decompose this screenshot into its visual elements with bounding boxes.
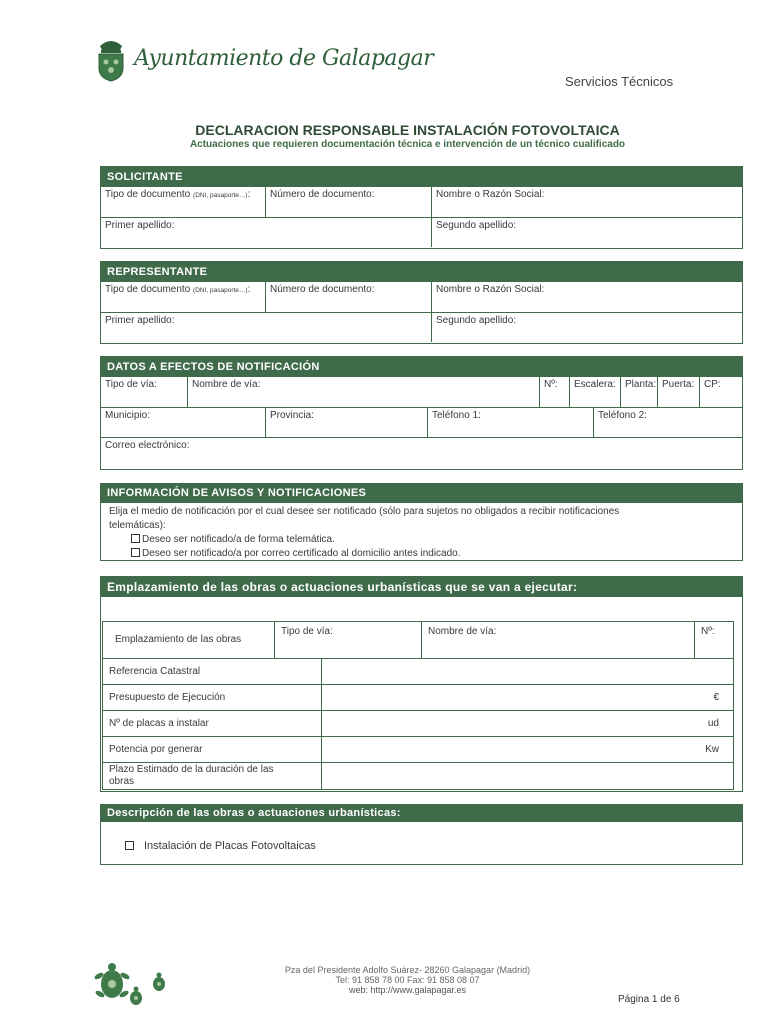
- avisos-section: [100, 483, 743, 561]
- rep-tipo-documento-label: Tipo de documento: [105, 284, 191, 295]
- footer-phone: Tel: 91 858 78 00 Fax: 91 858 08 07: [335, 975, 480, 985]
- puerta-field[interactable]: [657, 377, 699, 407]
- notif-telematica-option[interactable]: [109, 533, 734, 547]
- solicitante-heading: SOLICITANTE: [101, 167, 742, 187]
- numero-label: Nº:: [544, 379, 558, 390]
- segundo-apellido-field[interactable]: [431, 218, 742, 247]
- presupuesto-label: Presupuesto de Ejecución: [109, 692, 226, 703]
- euro-unit: €: [713, 692, 719, 703]
- tipo-documento-field[interactable]: [101, 187, 265, 217]
- notificacion-heading: DATOS A EFECTOS DE NOTIFICACIÓN: [101, 357, 742, 377]
- rep-segundo-apellido-field[interactable]: [431, 313, 742, 342]
- coat-of-arms-icon: [96, 36, 126, 82]
- municipio-label: Municipio:: [105, 410, 151, 421]
- rep-nombre-razon-social-field[interactable]: [431, 282, 742, 312]
- empl-numero-label: Nº:: [701, 626, 715, 637]
- page-number: Página 1 de 6: [618, 994, 680, 1005]
- provincia-field[interactable]: [265, 408, 427, 437]
- tipo-via-label: Tipo de vía:: [105, 379, 157, 390]
- cp-field[interactable]: [699, 377, 742, 407]
- primer-apellido-field[interactable]: [101, 218, 431, 247]
- empl-nombre-via-field[interactable]: [421, 621, 695, 659]
- referencia-label: Referencia Catastral: [109, 666, 201, 677]
- checkbox-icon[interactable]: [131, 534, 140, 543]
- department-label: Servicios Técnicos: [565, 74, 674, 89]
- option2-label: Deseo ser notificado/a por correo certificado al domicilio antes indicado.: [142, 548, 461, 559]
- avisos-text-line1: Elija el medio de notificación por el cual desee ser notificado (sólo para sujetos no obligados a recibir notificaciones: [109, 506, 620, 517]
- rep-primer-apellido-field[interactable]: [101, 313, 431, 342]
- plazo-field[interactable]: [321, 762, 734, 790]
- placas-field[interactable]: [321, 710, 734, 737]
- representante-heading: REPRESENTANTE: [101, 262, 742, 282]
- potencia-label-cell: [102, 736, 322, 763]
- primer-apellido-label: Primer apellido:: [105, 220, 175, 231]
- document-title: DECLARACION RESPONSABLE INSTALACIÓN FOTOVOLTAICA: [195, 122, 620, 138]
- instalacion-placas-label: Instalación de Placas Fotovoltaicas: [144, 840, 316, 852]
- numero-documento-field[interactable]: [265, 187, 431, 217]
- avisos-text-line2: telemáticas):: [109, 520, 166, 531]
- segundo-apellido-label: Segundo apellido:: [436, 220, 517, 231]
- planta-label: Planta:: [625, 379, 657, 390]
- nombre-via-label: Nombre de vía:: [192, 379, 261, 390]
- placas-label: Nº de placas a instalar: [109, 718, 209, 729]
- empl-nombre-via-label: Nombre de vía:: [428, 626, 497, 637]
- rep-segundo-apellido-label: Segundo apellido:: [436, 315, 517, 326]
- solicitante-section: [100, 166, 743, 249]
- presupuesto-label-cell: [102, 684, 322, 711]
- plazo-label-line2: obras: [109, 776, 135, 787]
- telefono2-field[interactable]: [593, 408, 742, 437]
- checkbox-icon[interactable]: [125, 841, 134, 850]
- planta-field[interactable]: [620, 377, 657, 407]
- emplazamiento-label-cell: [102, 621, 275, 659]
- correo-field[interactable]: [101, 438, 742, 469]
- emplazamiento-heading: Emplazamiento de las obras o actuaciones urbanísticas que se van a ejecutar:: [101, 577, 742, 597]
- numero-documento-label: Número de documento:: [270, 189, 375, 200]
- ud-unit: ud: [707, 718, 719, 729]
- org-name: Ayuntamiento de Galapagar: [134, 46, 434, 71]
- rep-nombre-razon-social-label: Nombre o Razón Social:: [436, 284, 545, 295]
- rep-tipo-documento-field[interactable]: [101, 282, 265, 312]
- empl-numero-field[interactable]: [694, 621, 734, 659]
- avisos-heading: INFORMACIÓN DE AVISOS Y NOTIFICACIONES: [101, 484, 742, 503]
- representante-section: [100, 261, 743, 344]
- numero-field[interactable]: [539, 377, 569, 407]
- presupuesto-field[interactable]: [321, 684, 734, 711]
- municipio-field[interactable]: [101, 408, 265, 437]
- tipo-documento-colon: :: [247, 189, 251, 200]
- nombre-razon-social-field[interactable]: [431, 187, 742, 217]
- placas-label-cell: [102, 710, 322, 737]
- cp-label: CP:: [704, 379, 721, 390]
- tipo-documento-label: Tipo de documento: [105, 189, 191, 200]
- footer-web-link[interactable]: web: http://www.galapagar.es: [348, 985, 467, 995]
- document-subtitle: Actuaciones que requieren documentación técnica e intervención de un técnico cualificado: [189, 139, 626, 150]
- referencia-label-cell: [102, 658, 322, 685]
- nombre-via-field[interactable]: [187, 377, 539, 407]
- telefono1-label: Teléfono 1:: [432, 410, 481, 421]
- telefono2-label: Teléfono 2:: [598, 410, 647, 421]
- notificacion-section: [100, 356, 743, 470]
- rep-numero-documento-label: Número de documento:: [270, 284, 375, 295]
- descripcion-section: [100, 804, 743, 865]
- rep-tipo-documento-hint: (DNI, pasaporte…): [193, 287, 248, 294]
- provincia-label: Provincia:: [270, 410, 314, 421]
- escalera-field[interactable]: [569, 377, 620, 407]
- instalacion-placas-option[interactable]: [125, 840, 316, 852]
- escalera-label: Escalera:: [574, 379, 616, 390]
- notif-correo-option[interactable]: [109, 547, 734, 561]
- referencia-field[interactable]: [321, 658, 734, 685]
- kw-unit: Kw: [705, 744, 719, 755]
- checkbox-icon[interactable]: [131, 548, 140, 557]
- nombre-razon-social-label: Nombre o Razón Social:: [436, 189, 545, 200]
- option1-label: Deseo ser notificado/a de forma telemática.: [142, 534, 335, 545]
- potencia-field[interactable]: [321, 736, 734, 763]
- correo-label: Correo electrónico:: [105, 440, 190, 451]
- descripcion-heading: Descripción de las obras o actuaciones urbanísticas:: [101, 805, 742, 822]
- rep-tipo-documento-colon: :: [247, 284, 251, 295]
- footer-address: Pza del Presidente Adolfo Suárez- 28260 Galapagar (Madrid): [284, 965, 531, 975]
- tipo-documento-hint: (DNI, pasaporte…): [193, 192, 248, 199]
- empl-tipo-via-label: Tipo de vía:: [281, 626, 333, 637]
- plazo-label-line1: Plazo Estimado de la duración de las: [109, 764, 274, 775]
- rep-primer-apellido-label: Primer apellido:: [105, 315, 175, 326]
- potencia-label: Potencia por generar: [109, 744, 203, 755]
- rep-numero-documento-field[interactable]: [265, 282, 431, 312]
- telefono1-field[interactable]: [427, 408, 593, 437]
- emplazamiento-label: Emplazamiento de las obras: [115, 634, 242, 645]
- empl-tipo-via-field[interactable]: [274, 621, 422, 659]
- plazo-label-cell: [102, 762, 322, 790]
- puerta-label: Puerta:: [662, 379, 695, 390]
- tipo-via-field[interactable]: [101, 377, 187, 407]
